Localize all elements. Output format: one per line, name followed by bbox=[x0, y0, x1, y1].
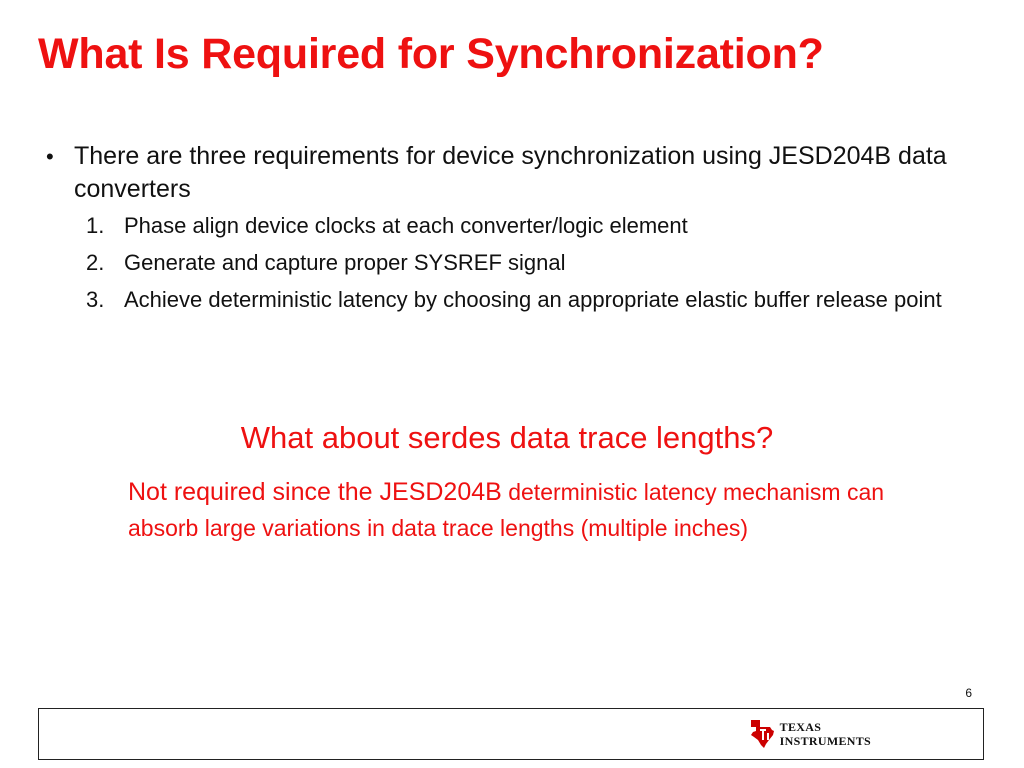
requirement-text: Achieve deterministic latency by choosing an appropriate elastic buffer release point bbox=[124, 287, 942, 312]
requirement-item-3 bbox=[74, 284, 966, 315]
answer-part-2: deterministic latency mechanism can absorb large variations in data trace lengths (multiple inches) bbox=[128, 479, 885, 541]
bullet-dot: • bbox=[46, 144, 54, 169]
requirement-number: 3. bbox=[86, 287, 105, 312]
bullet-item bbox=[46, 140, 966, 315]
page-number: 6 bbox=[965, 686, 972, 700]
texas-instruments-logo bbox=[748, 717, 871, 751]
logo-line-2: INSTRUMENTS bbox=[779, 734, 871, 748]
requirement-number: 2. bbox=[86, 250, 105, 275]
answer-text bbox=[128, 476, 948, 548]
logo-line-1: TEXAS bbox=[779, 720, 822, 734]
question-text: What about serdes data trace lengths? bbox=[240, 420, 774, 455]
requirement-number: 1. bbox=[86, 213, 105, 238]
logo-wordmark bbox=[780, 720, 871, 748]
slide-title: What Is Required for Synchronization? bbox=[38, 30, 824, 78]
answer-part-1: Not required since the JESD204B bbox=[128, 478, 502, 506]
requirement-text: Phase align device clocks at each converter/logic element bbox=[124, 213, 688, 238]
requirement-item-1 bbox=[74, 210, 966, 241]
bullet-list bbox=[46, 140, 966, 321]
bullet-text: There are three requirements for device synchronization using JESD204B data converters bbox=[74, 142, 947, 203]
footer-bar bbox=[38, 708, 984, 760]
requirements-list bbox=[74, 210, 966, 315]
requirement-text: Generate and capture proper SYSREF signal bbox=[124, 250, 566, 275]
requirement-item-2 bbox=[74, 247, 966, 278]
texas-state-logo-icon bbox=[748, 718, 776, 750]
